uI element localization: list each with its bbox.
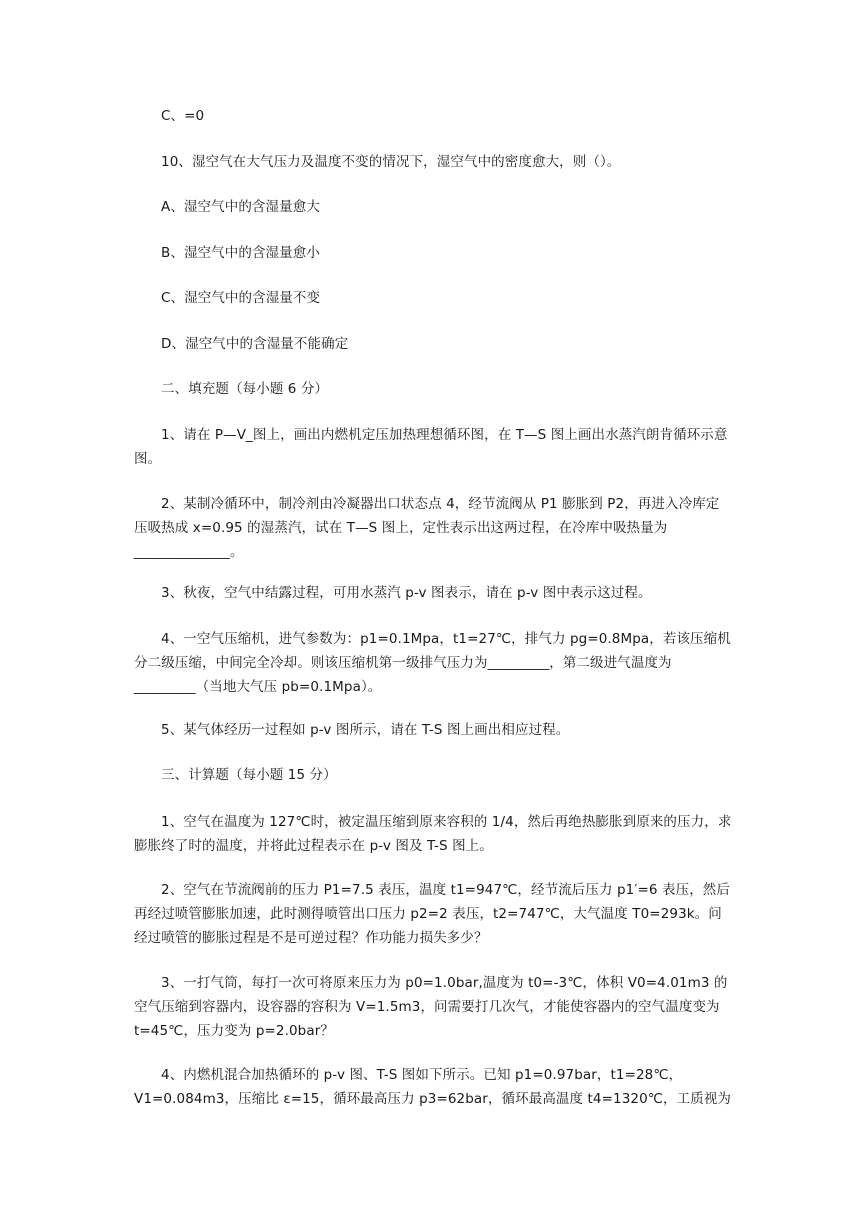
option-c-prev: C、=0	[161, 108, 205, 124]
calc-question-1: 1、空气在温度为 127℃时，被定温压缩到原来容积的 1/4，然后再绝热膨胀到原来的压力，求膨胀终了时的温度，并将此过程表示在 p-v 图及 T-S 图上。	[134, 814, 732, 854]
option-a: A、湿空气中的含湿量愈大	[161, 199, 320, 215]
fill-question-1: 1、请在 P—V_图上，画出内燃机定压加热理想循环图，在 T—S 图上画出水蒸汽朗肯循环示意图。	[134, 427, 728, 467]
fill-question-3: 3、秋夜，空气中结露过程，可用水蒸汽 p-v 图表示，请在 p-v 图中表示这过程。	[161, 585, 652, 601]
section-heading-fill-in: 二、填充题（每小题 6 分）	[161, 381, 329, 397]
fill-question-2: 2、某制冷循环中，制冷剂由冷凝器出口状态点 4，经节流阀从 P1 膨胀到 P2，再进入冷库定压吸热成 x=0.95 的湿蒸汽，试在 T—S 图上，定性表示出这两过程，在冷库中吸热量为______________。	[134, 496, 720, 560]
option-d: D、湿空气中的含湿量不能确定	[161, 336, 349, 352]
calc-question-3: 3、一打气筒，每打一次可将原来压力为 p0=1.0bar,温度为 t0=-3℃，体积 V0=4.01m3 的空气压缩到容器内，设容器的容积为 V=1.5m3，问需要打几次气，才能使容器内的空气温度变为 t=45℃，压力变为 p=2.0bar？	[134, 975, 728, 1039]
option-c: C、湿空气中的含湿量不变	[161, 290, 321, 306]
question-10: 10、湿空气在大气压力及温度不变的情况下，湿空气中的密度愈大，则（）。	[161, 154, 621, 170]
option-b: B、湿空气中的含湿量愈小	[161, 245, 320, 261]
fill-question-4: 4、一空气压缩机，进气参数为：p1=0.1Mpa，t1=27℃，排气力 pg=0.8Mpa，若该压缩机分二级压缩，中间完全冷却。则该压缩机第一级排气压力为_________，第二级进气温度为_________（当地大气压 pb=0.1Mpa）。	[134, 631, 731, 695]
fill-question-5: 5、某气体经历一过程如 p-v 图所示，请在 T-S 图上画出相应过程。	[161, 722, 570, 738]
calc-question-4: 4、内燃机混合加热循环的 p-v 图、T-S 图如下所示。已知 p1=0.97bar，t1=28℃，V1=0.084m3，压缩比 ε=15，循环最高压力 p3=62bar，循环最高温度 t4=1320℃，工质视为	[134, 1067, 732, 1107]
calc-question-2: 2、空气在节流阀前的压力 P1=7.5 表压，温度 t1=947℃，经节流后压力 p1′=6 表压，然后再经过喷管膨胀加速，此时测得喷管出口压力 p2=2 表压，t2=747℃，大气温度 T0=293k。问经过喷管的膨胀过程是不是可逆过程？作功能力损失多少？	[134, 882, 731, 946]
section-heading-calculation: 三、计算题（每小题 15 分）	[161, 767, 337, 783]
